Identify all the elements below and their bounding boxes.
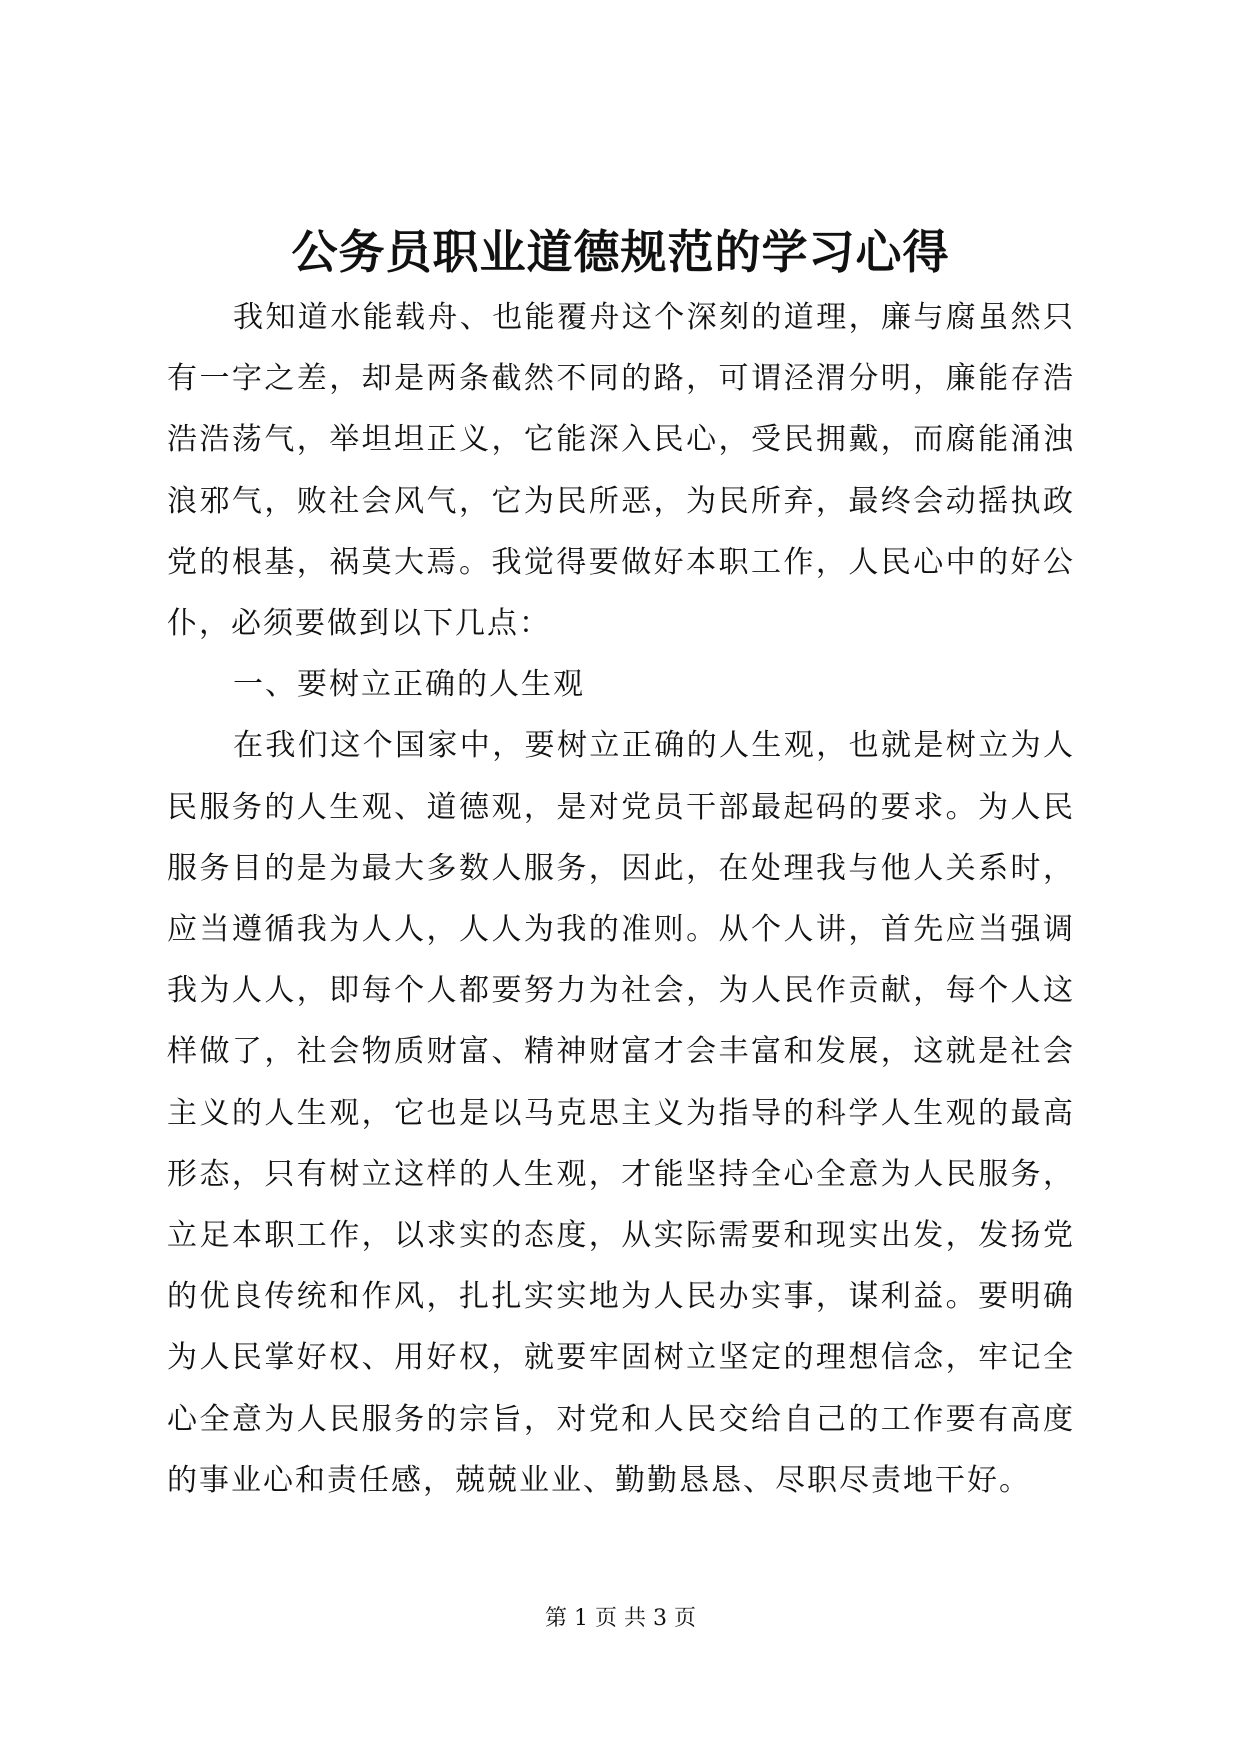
document-body [167, 287, 1075, 1511]
paragraph-section-1: 在我们这个国家中，要树立正确的人生观，也就是树立为人民服务的人生观、道德观，是对党员干部最起码的要求。为人民服务目的是为最大多数人服务，因此，在处理我与他人关系时，应当遵循我为人人，人人为我的准则。从个人讲，首先应当强调我为人人，即每个人都要努力为社会，为人民作贡献，每个人这样做了，社会物质财富、精神财富才会丰富和发展，这就是社会主义的人生观，它也是以马克思主义为指导的科学人生观的最高形态，只有树立这样的人生观，才能坚持全心全意为人民服务，立足本职工作，以求实的态度，从实际需要和现实出发，发扬党的优良传统和作风，扎扎实实地为人民办实事，谋利益。要明确为人民掌好权、用好权，就要牢固树立坚定的理想信念，牢记全心全意为人民服务的宗旨，对党和人民交给自己的工作要有高度的事业心和责任感，兢兢业业、勤勤恳恳、尽职尽责地干好。 [167, 728, 1075, 1498]
page-footer: 第 1 页 共 3 页 [545, 1606, 696, 1631]
document-title: 公务员职业道德规范的学习心得 [291, 225, 950, 279]
paragraph-intro: 我知道水能载舟、也能覆舟这个深刻的道理，廉与腐虽然只有一字之差，却是两条截然不同的路，可谓泾渭分明，廉能存浩浩浩荡气，举坦坦正义，它能深入民心，受民拥戴，而腐能涌浊浪邪气，败社会风气，它为民所恶，为民所弃，最终会动摇执政党的根基，祸莫大焉。我觉得要做好本职工作，人民心中的好公仆，必须要做到以下几点： [167, 300, 1075, 642]
section-heading-1: 一、要树立正确的人生观 [233, 667, 585, 703]
